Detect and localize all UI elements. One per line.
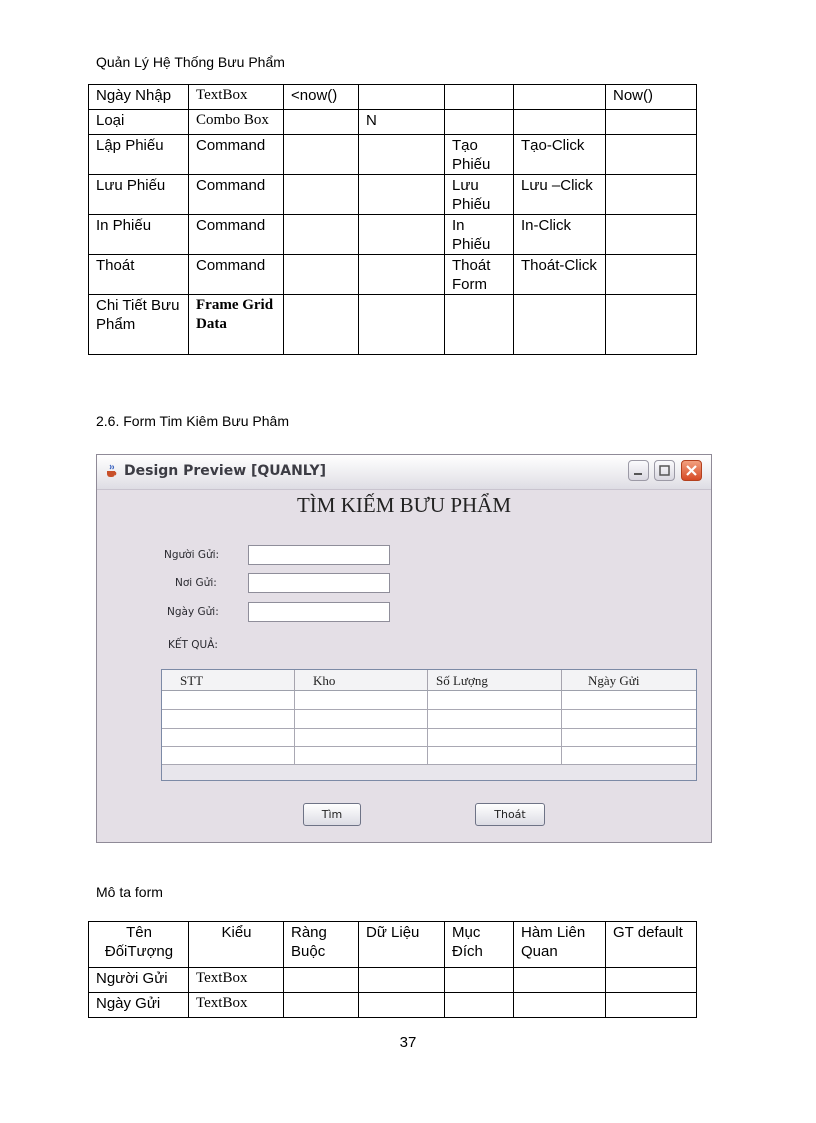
table-cell — [445, 968, 514, 993]
table-cell: Command — [189, 135, 284, 175]
maximize-button[interactable] — [654, 460, 675, 481]
table-cell — [359, 135, 445, 175]
table-cell: In-Click — [514, 215, 606, 255]
grid-cell[interactable] — [295, 747, 428, 765]
table-cell — [284, 175, 359, 215]
table-cell — [445, 993, 514, 1018]
table-cell — [606, 255, 697, 295]
table-cell — [359, 295, 445, 355]
design-preview-window — [96, 454, 712, 843]
table-row — [89, 993, 697, 1018]
table-cell — [284, 295, 359, 355]
table-row — [89, 85, 697, 110]
table-row — [89, 175, 697, 215]
exit-button[interactable]: Thoát — [475, 803, 545, 826]
table-cell — [445, 110, 514, 135]
table-cell: Combo Box — [189, 110, 284, 135]
grid-cell[interactable] — [162, 710, 295, 729]
table-cell: Ngày Nhập — [89, 85, 189, 110]
table-header-row — [89, 922, 697, 968]
table-cell: TextBox — [189, 968, 284, 993]
table-cell: Lưu Phiếu — [89, 175, 189, 215]
table-cell: Ngày Gửi — [89, 993, 189, 1018]
table-cell: In Phiếu — [445, 215, 514, 255]
table-cell — [514, 968, 606, 993]
table-header-cell: Tên ĐốiTượng — [89, 922, 189, 968]
grid-cell[interactable] — [428, 747, 562, 765]
section-title: Quản Lý Hệ Thống Bưu Phẩm — [96, 54, 285, 70]
table-cell: Loại — [89, 110, 189, 135]
table-cell — [359, 993, 445, 1018]
table-cell: TextBox — [189, 993, 284, 1018]
table-row — [89, 215, 697, 255]
table-cell — [606, 175, 697, 215]
grid-cell[interactable] — [562, 747, 696, 765]
table-header-cell: Kiểu — [189, 922, 284, 968]
table-cell: Lập Phiếu — [89, 135, 189, 175]
java-cup-icon — [105, 464, 119, 478]
table-header-cell: Dữ Liệu — [359, 922, 445, 968]
table-cell — [359, 968, 445, 993]
controls-table — [88, 84, 697, 355]
grid-cell[interactable] — [562, 710, 696, 729]
table-cell: N — [359, 110, 445, 135]
grid-cell[interactable] — [562, 691, 696, 710]
grid-cell[interactable] — [295, 691, 428, 710]
close-icon — [682, 461, 701, 480]
table-cell — [514, 110, 606, 135]
table-cell — [606, 993, 697, 1018]
grid-header-date[interactable]: Ngày Gửi — [562, 670, 696, 691]
close-button[interactable] — [681, 460, 702, 481]
table-header-cell: Hàm Liên Quan — [514, 922, 606, 968]
table-cell — [606, 110, 697, 135]
table-row — [89, 110, 697, 135]
table-cell — [445, 295, 514, 355]
place-label: Nơi Gửi: — [175, 577, 217, 589]
grid-header-quantity[interactable]: Số Lượng — [428, 670, 562, 691]
table-header-cell: Ràng Buộc — [284, 922, 359, 968]
table-cell — [359, 215, 445, 255]
minimize-icon — [629, 461, 648, 480]
form-description-table — [88, 921, 697, 1018]
date-label: Ngày Gửi: — [167, 606, 219, 618]
table-cell: Command — [189, 255, 284, 295]
table-row — [89, 295, 697, 355]
table-header-cell: GT default — [606, 922, 697, 968]
sender-input[interactable] — [248, 545, 390, 565]
table-cell: Lưu –Click — [514, 175, 606, 215]
grid-cell[interactable] — [295, 710, 428, 729]
table-cell: Command — [189, 175, 284, 215]
table-cell — [606, 215, 697, 255]
window-title: Design Preview [QUANLY] — [124, 463, 327, 479]
table-cell: In Phiếu — [89, 215, 189, 255]
table-cell — [284, 968, 359, 993]
grid-cell[interactable] — [562, 729, 696, 747]
table-cell: Thoát — [89, 255, 189, 295]
date-input[interactable] — [248, 602, 390, 622]
grid-header-stt[interactable]: STT — [162, 670, 295, 691]
section-heading: 2.6. Form Tim Kiêm Bưu Phâm — [96, 413, 289, 429]
table-cell — [606, 135, 697, 175]
table-cell — [284, 255, 359, 295]
table-row — [89, 135, 697, 175]
table-cell: <now() — [284, 85, 359, 110]
page-number: 37 — [399, 1034, 417, 1051]
grid-cell[interactable] — [162, 729, 295, 747]
form-description-heading: Mô ta form — [96, 884, 163, 900]
grid-cell[interactable] — [162, 691, 295, 710]
grid-cell[interactable] — [295, 729, 428, 747]
grid-cell[interactable] — [162, 747, 295, 765]
table-cell — [514, 85, 606, 110]
table-cell — [606, 295, 697, 355]
window-titlebar[interactable] — [97, 455, 711, 490]
grid-cell[interactable] — [428, 691, 562, 710]
table-cell: Thoát-Click — [514, 255, 606, 295]
minimize-button[interactable] — [628, 460, 649, 481]
table-cell — [514, 295, 606, 355]
table-cell: TextBox — [189, 85, 284, 110]
table-cell — [514, 993, 606, 1018]
table-cell: Tạo Phiếu — [445, 135, 514, 175]
table-cell — [284, 215, 359, 255]
table-cell — [359, 175, 445, 215]
table-cell — [284, 110, 359, 135]
maximize-icon — [655, 461, 674, 480]
table-cell: Người Gửi — [89, 968, 189, 993]
table-cell: Command — [189, 215, 284, 255]
form-title: TÌM KIẾM BƯU PHẨM — [296, 493, 512, 517]
table-cell — [359, 255, 445, 295]
grid-cell[interactable] — [428, 710, 562, 729]
sender-label: Người Gửi: — [164, 549, 220, 561]
table-cell: Chi Tiết Bưu Phẩm — [89, 295, 189, 355]
table-cell: Tạo-Click — [514, 135, 606, 175]
table-cell — [606, 968, 697, 993]
grid-cell[interactable] — [428, 729, 562, 747]
table-cell — [359, 85, 445, 110]
table-row — [89, 968, 697, 993]
result-label: KẾT QUẢ: — [168, 639, 218, 651]
table-cell — [284, 993, 359, 1018]
table-cell: Thoát Form — [445, 255, 514, 295]
table-cell — [284, 135, 359, 175]
grid-header-kho[interactable]: Kho — [295, 670, 428, 691]
place-input[interactable] — [248, 573, 390, 593]
table-cell: Now() — [606, 85, 697, 110]
table-cell — [445, 85, 514, 110]
table-header-cell: Mục Đích — [445, 922, 514, 968]
table-cell: Lưu Phiếu — [445, 175, 514, 215]
table-row — [89, 255, 697, 295]
search-button[interactable]: Tìm — [303, 803, 361, 826]
table-cell: Frame Grid Data — [189, 295, 284, 355]
result-grid[interactable] — [161, 669, 697, 781]
